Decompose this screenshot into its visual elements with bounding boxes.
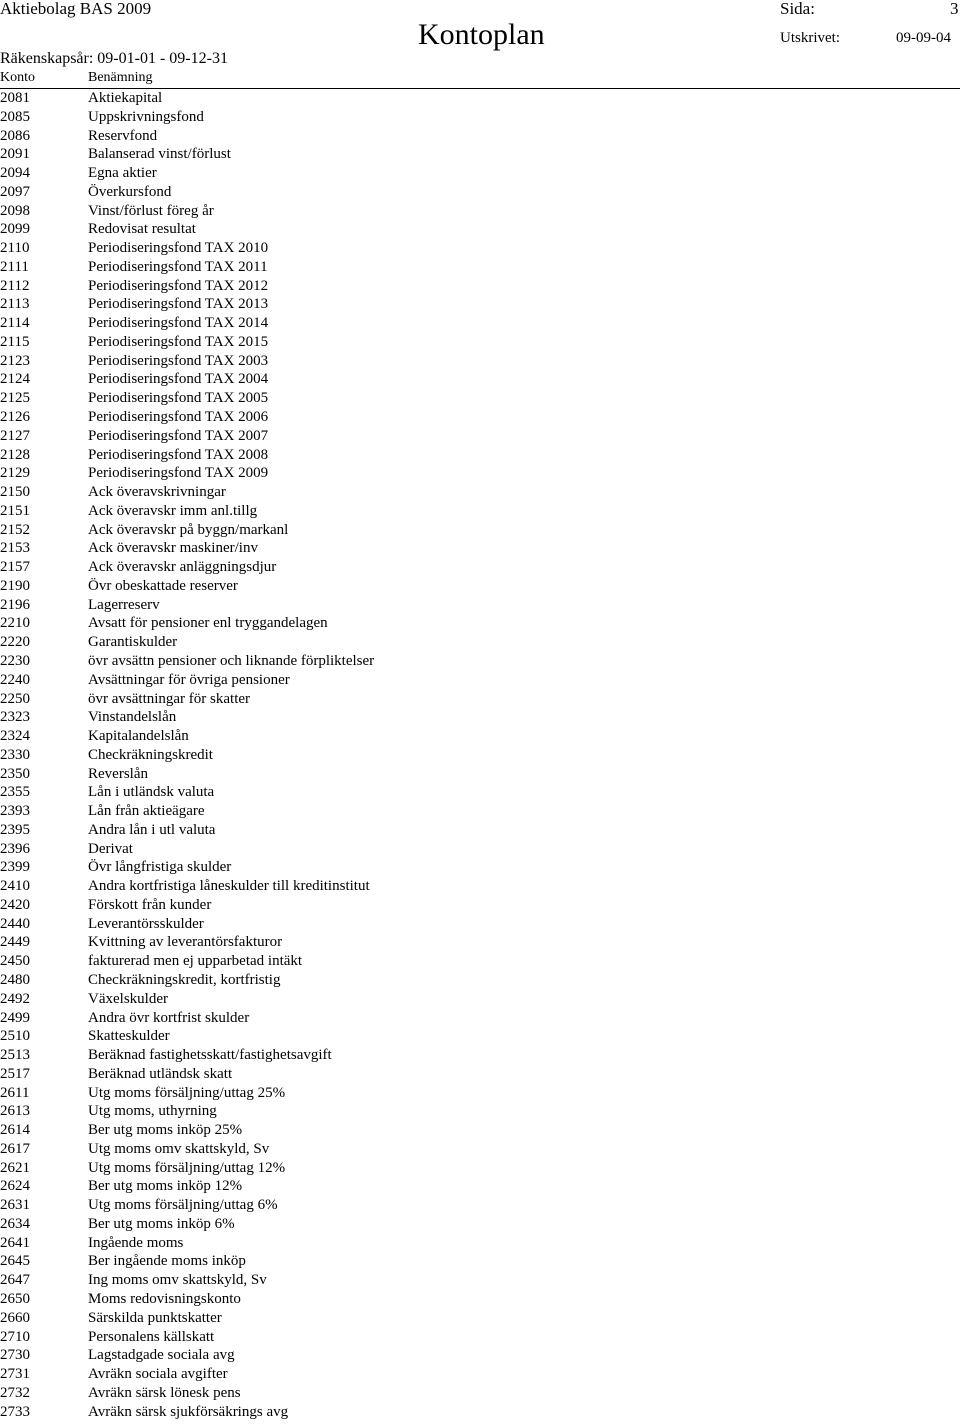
account-name: övr avsättningar för skatter	[88, 690, 251, 707]
account-row	[0, 314, 960, 333]
account-row	[0, 1346, 960, 1365]
account-name: Ingående moms	[88, 1234, 184, 1251]
account-row	[0, 108, 960, 127]
account-row	[0, 1215, 960, 1234]
account-number: 2660	[0, 1309, 30, 1326]
account-number: 2510	[0, 1028, 30, 1045]
account-row	[0, 1121, 960, 1140]
account-name: Periodiseringsfond TAX 2007	[88, 427, 269, 444]
account-name: Utg moms försäljning/uttag 25%	[88, 1084, 286, 1101]
account-number: 2190	[0, 577, 30, 594]
account-row	[0, 1328, 960, 1347]
account-number: 2150	[0, 484, 30, 501]
account-number: 2152	[0, 521, 30, 538]
account-number: 2086	[0, 127, 30, 144]
account-number: 2731	[0, 1366, 30, 1383]
account-row	[0, 1271, 960, 1290]
account-name: Ber utg moms inköp 25%	[88, 1122, 243, 1139]
account-row	[0, 389, 960, 408]
account-number: 2114	[0, 315, 30, 332]
account-number: 2126	[0, 409, 30, 426]
account-name: Avsatt för pensioner enl tryggandelagen	[88, 615, 328, 632]
account-number: 2115	[0, 333, 30, 350]
account-name: Särskilda punktskatter	[88, 1309, 222, 1326]
account-name: Övr långfristiga skulder	[88, 859, 232, 876]
account-name: Ack överavskrivningar	[88, 484, 226, 501]
account-name: Periodiseringsfond TAX 2006	[88, 409, 269, 426]
account-name: Ber utg moms inköp 6%	[88, 1215, 235, 1232]
account-number: 2733	[0, 1403, 30, 1420]
account-row	[0, 370, 960, 389]
account-row	[0, 1384, 960, 1403]
account-row	[0, 464, 960, 483]
account-number: 2097	[0, 183, 30, 200]
account-row	[0, 89, 960, 108]
account-row	[0, 558, 960, 577]
account-number: 2732	[0, 1384, 30, 1401]
account-name: Ack överavskr på byggn/markanl	[88, 521, 289, 538]
account-number: 2196	[0, 596, 30, 613]
account-name: Ack överavskr maskiner/inv	[88, 540, 258, 557]
account-number: 2085	[0, 108, 30, 125]
account-number: 2395	[0, 821, 30, 838]
account-number: 2440	[0, 915, 30, 932]
account-row	[0, 1252, 960, 1271]
account-number: 2157	[0, 559, 30, 576]
account-row	[0, 971, 960, 990]
account-row	[0, 765, 960, 784]
account-row	[0, 446, 960, 465]
account-number: 2631	[0, 1197, 30, 1214]
account-row	[0, 220, 960, 239]
account-name: Utg moms försäljning/uttag 12%	[88, 1159, 286, 1176]
page-number: 3	[950, 0, 959, 18]
account-name: Reservfond	[88, 127, 158, 144]
account-number: 2125	[0, 390, 30, 407]
account-row	[0, 1046, 960, 1065]
account-name: Periodiseringsfond TAX 2015	[88, 333, 269, 350]
account-name: Övr obeskattade reserver	[88, 577, 238, 594]
account-row	[0, 427, 960, 446]
printed-date: 09-09-04	[896, 30, 951, 46]
account-number: 2240	[0, 671, 30, 688]
account-name: Växelskulder	[88, 990, 168, 1007]
account-number: 2645	[0, 1253, 30, 1270]
account-name: Utg moms försäljning/uttag 6%	[88, 1197, 278, 1214]
account-row	[0, 671, 960, 690]
account-row	[0, 1065, 960, 1084]
account-number: 2210	[0, 615, 30, 632]
account-name: Ing moms omv skattskyld, Sv	[88, 1272, 267, 1289]
account-row	[0, 1140, 960, 1159]
account-name: Derivat	[88, 840, 133, 857]
account-name: Periodiseringsfond TAX 2003	[88, 352, 269, 369]
document-title: Kontoplan	[418, 18, 545, 51]
account-name: Utg moms omv skattskyld, Sv	[88, 1140, 270, 1157]
account-name: Lagerreserv	[88, 596, 160, 613]
account-row	[0, 1084, 960, 1103]
account-number: 2611	[0, 1084, 30, 1101]
account-row	[0, 877, 960, 896]
account-number: 2129	[0, 465, 30, 482]
account-number: 2396	[0, 840, 30, 857]
account-row	[0, 408, 960, 427]
account-number: 2641	[0, 1234, 30, 1251]
account-number: 2153	[0, 540, 30, 557]
account-number: 2650	[0, 1291, 30, 1307]
account-name: Reverslån	[88, 765, 148, 782]
account-number: 2099	[0, 221, 30, 238]
account-number: 2410	[0, 878, 30, 895]
account-name: Aktiekapital	[88, 90, 163, 106]
account-row	[0, 183, 960, 202]
account-name: Personalens källskatt	[88, 1328, 215, 1345]
account-name: Periodiseringsfond TAX 2012	[88, 277, 269, 294]
account-row	[0, 915, 960, 934]
account-row	[0, 896, 960, 915]
account-number: 2647	[0, 1272, 30, 1289]
account-row	[0, 1177, 960, 1196]
account-name: Leverantörsskulder	[88, 915, 204, 932]
column-header-name: Benämning	[88, 70, 153, 85]
account-name: Beräknad fastighetsskatt/fastighetsavgift	[88, 1047, 332, 1064]
account-name: Avsättningar för övriga pensioner	[88, 671, 290, 688]
account-name: Utg moms, uthyrning	[88, 1103, 217, 1120]
account-number: 2613	[0, 1103, 30, 1120]
account-number: 2617	[0, 1140, 30, 1157]
account-number: 2513	[0, 1047, 30, 1064]
account-row	[0, 952, 960, 971]
company-name: Aktiebolag BAS 2009	[0, 0, 152, 18]
account-number: 2330	[0, 746, 30, 763]
account-name: Ack överavskr anläggningsdjur	[88, 559, 277, 576]
account-name: Överkursfond	[88, 183, 172, 200]
account-number: 2127	[0, 427, 30, 444]
account-name: Periodiseringsfond TAX 2008	[88, 446, 269, 463]
account-number: 2111	[0, 258, 29, 275]
fiscal-year: Räkenskapsår: 09-01-01 - 09-12-31	[0, 50, 228, 67]
account-row	[0, 521, 960, 540]
account-number: 2350	[0, 765, 30, 782]
account-number: 2634	[0, 1215, 30, 1232]
account-name: Kvittning av leverantörsfakturor	[88, 934, 283, 951]
account-number: 2420	[0, 896, 30, 913]
account-number: 2230	[0, 652, 30, 669]
account-name: Balanserad vinst/förlust	[88, 146, 231, 163]
account-name: Redovisat resultat	[88, 221, 196, 238]
account-number: 2450	[0, 953, 30, 970]
account-name: Ber utg moms inköp 12%	[88, 1178, 243, 1195]
account-name: Ack överavskr imm anl.tillg	[88, 502, 258, 519]
account-name: Lagstadgade sociala avg	[88, 1347, 235, 1364]
account-number: 2094	[0, 165, 30, 182]
account-name: Ber ingående moms inköp	[88, 1253, 246, 1270]
account-row	[0, 502, 960, 521]
account-row	[0, 239, 960, 258]
account-name: Egna aktier	[88, 165, 157, 182]
account-name: Periodiseringsfond TAX 2014	[88, 315, 269, 332]
account-name: Avräkn särsk sjukförsäkrings avg	[88, 1403, 289, 1420]
account-row	[0, 708, 960, 727]
account-row	[0, 858, 960, 877]
account-name: Garantiskulder	[88, 634, 178, 651]
account-number: 2492	[0, 990, 30, 1007]
account-number: 2110	[0, 240, 30, 257]
account-name: Beräknad utländsk skatt	[88, 1065, 233, 1082]
account-number: 2393	[0, 803, 30, 820]
account-name: Moms redovisningskonto	[88, 1291, 241, 1307]
account-number: 2355	[0, 784, 30, 801]
account-row	[0, 614, 960, 633]
account-number: 2112	[0, 277, 30, 294]
account-name: Skatteskulder	[88, 1028, 170, 1045]
account-row	[0, 352, 960, 371]
account-number: 2250	[0, 690, 30, 707]
account-row	[0, 1309, 960, 1328]
account-row	[0, 633, 960, 652]
account-row	[0, 1102, 960, 1121]
account-row	[0, 990, 960, 1009]
account-number: 2124	[0, 371, 30, 388]
column-header-account: Konto	[0, 70, 35, 85]
account-row	[0, 577, 960, 596]
account-row	[0, 295, 960, 314]
account-row	[0, 483, 960, 502]
account-list	[0, 89, 960, 1421]
account-number: 2081	[0, 90, 30, 106]
account-name: Avräkn särsk lönesk pens	[88, 1384, 241, 1401]
account-row	[0, 652, 960, 671]
account-row	[0, 596, 960, 615]
account-number: 2098	[0, 202, 30, 219]
account-number: 2399	[0, 859, 30, 876]
account-row	[0, 783, 960, 802]
account-name: övr avsättn pensioner och liknande förpliktelser	[88, 652, 375, 669]
account-row	[0, 1159, 960, 1178]
account-name: Avräkn sociala avgifter	[88, 1366, 228, 1383]
account-row	[0, 690, 960, 709]
account-number: 2449	[0, 934, 30, 951]
account-name: Periodiseringsfond TAX 2011	[88, 258, 268, 275]
account-name: fakturerad men ej upparbetad intäkt	[88, 953, 303, 970]
account-name: Lån i utländsk valuta	[88, 784, 215, 801]
account-number: 2151	[0, 502, 30, 519]
account-number: 2624	[0, 1178, 30, 1195]
account-name: Uppskrivningsfond	[88, 108, 204, 125]
account-row	[0, 840, 960, 859]
account-name: Andra övr kortfrist skulder	[88, 1009, 250, 1026]
account-number: 2123	[0, 352, 30, 369]
account-name: Checkräkningskredit, kortfristig	[88, 971, 281, 988]
account-number: 2128	[0, 446, 30, 463]
account-number: 2091	[0, 146, 30, 163]
account-name: Vinst/förlust föreg år	[88, 202, 214, 219]
account-name: Andra lån i utl valuta	[88, 821, 216, 838]
account-number: 2480	[0, 971, 30, 988]
account-row	[0, 821, 960, 840]
account-row	[0, 802, 960, 821]
account-row	[0, 258, 960, 277]
account-name: Periodiseringsfond TAX 2013	[88, 296, 269, 313]
account-row	[0, 1234, 960, 1253]
account-row	[0, 127, 960, 146]
account-name: Checkräkningskredit	[88, 746, 213, 763]
printed-label: Utskrivet:	[780, 30, 840, 46]
account-number: 2710	[0, 1328, 30, 1345]
account-row	[0, 746, 960, 765]
account-number: 2220	[0, 634, 30, 651]
account-name: Vinstandelslån	[88, 709, 177, 726]
account-name: Periodiseringsfond TAX 2005	[88, 390, 269, 407]
account-name: Andra kortfristiga låneskulder till kreditinstitut	[88, 878, 370, 895]
account-row	[0, 1027, 960, 1046]
account-row	[0, 1403, 960, 1422]
page-label: Sida:	[780, 0, 815, 18]
account-number: 2324	[0, 728, 30, 745]
account-number: 2621	[0, 1159, 30, 1176]
account-row	[0, 202, 960, 221]
account-number: 2113	[0, 296, 30, 313]
account-name: Kapitalandelslån	[88, 728, 189, 745]
account-number: 2499	[0, 1009, 30, 1026]
account-name: Lån från aktieägare	[88, 803, 205, 820]
account-name: Förskott från kunder	[88, 896, 212, 913]
account-row	[0, 1365, 960, 1384]
account-row	[0, 539, 960, 558]
account-name: Periodiseringsfond TAX 2009	[88, 465, 269, 482]
account-row	[0, 333, 960, 352]
account-row	[0, 1290, 960, 1309]
account-row	[0, 277, 960, 296]
account-row	[0, 1009, 960, 1028]
account-name: Periodiseringsfond TAX 2010	[88, 240, 269, 257]
account-row	[0, 1196, 960, 1215]
account-name: Periodiseringsfond TAX 2004	[88, 371, 269, 388]
account-number: 2517	[0, 1065, 30, 1082]
account-row	[0, 145, 960, 164]
account-number: 2730	[0, 1347, 30, 1364]
account-number: 2323	[0, 709, 30, 726]
account-row	[0, 933, 960, 952]
account-row	[0, 164, 960, 183]
account-number: 2614	[0, 1122, 30, 1139]
account-row	[0, 727, 960, 746]
